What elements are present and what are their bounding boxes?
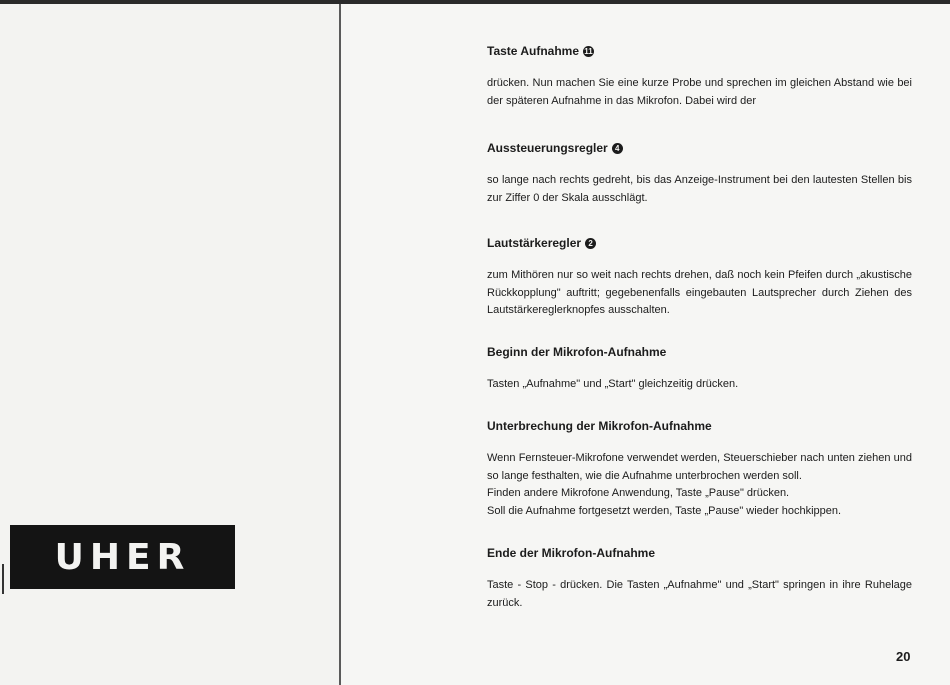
section-lautstaerkeregler xyxy=(487,236,912,320)
uher-logo xyxy=(10,525,235,589)
circled-number-icon: 2 xyxy=(585,238,596,249)
section-heading: Beginn der Mikrofon-Aufnahme xyxy=(487,344,667,359)
logo-text: UHER xyxy=(54,536,191,578)
section-heading: Aussteuerungsregler xyxy=(487,141,608,155)
section-aussteuerungsregler xyxy=(487,141,912,207)
section-text: Tasten „Aufnahme" und „Start" gleichzeitig drücken. xyxy=(487,377,739,390)
section-unterbrechung xyxy=(487,419,912,520)
circled-number-icon: 4 xyxy=(612,143,623,154)
section-text: Wenn Fernsteuer-Mikrofone verwendet werden, Steuerschieber nach unten ziehen und so lange festhalten, wie die Aufnahme unterbrochen werden soll. xyxy=(487,452,912,482)
section-taste-aufnahme xyxy=(487,44,912,110)
section-text: Taste - Stop - drücken. Die Tasten „Aufnahme" und „Start" springen in ihre Ruhelage zurück. xyxy=(487,579,912,609)
left-page xyxy=(0,4,340,685)
page-number: 20 xyxy=(896,649,911,664)
section-ende xyxy=(487,546,912,612)
instructions-content xyxy=(487,44,912,612)
section-text: so lange nach rechts gedreht, bis das Anzeige-Instrument bei den lautesten Stellen bis zur Ziffer 0 der Skala ausschlägt. xyxy=(487,174,912,204)
right-page xyxy=(341,4,950,685)
binding-mark xyxy=(2,564,4,594)
section-heading: Lautstärkeregler xyxy=(487,236,582,250)
section-text: drücken. Nun machen Sie eine kurze Probe und sprechen im gleichen Abstand wie bei der späteren Aufnahme in das Mikrofon. Dabei wird der xyxy=(487,77,912,107)
section-text: zum Mithören nur so weit nach rechts drehen, daß noch kein Pfeifen durch „akustische Rückkopplung" auftritt; gegebenenfalls eingebauten Lautsprecher durch Ziehen des Lautstärkereglerknopfes ausschalten. xyxy=(487,269,912,316)
circled-number-icon: 11 xyxy=(584,46,593,56)
section-heading: Unterbrechung der Mikrofon-Aufnahme xyxy=(487,419,712,433)
section-text: Finden andere Mikrofone Anwendung, Taste „Pause" drücken. xyxy=(487,487,790,499)
section-text: Soll die Aufnahme fortgesetzt werden, Taste „Pause" wieder hochkippen. xyxy=(487,504,842,517)
section-heading: Ende der Mikrofon-Aufnahme xyxy=(487,546,656,560)
section-beginn xyxy=(487,345,912,394)
section-heading: Taste Aufnahme xyxy=(487,44,580,58)
